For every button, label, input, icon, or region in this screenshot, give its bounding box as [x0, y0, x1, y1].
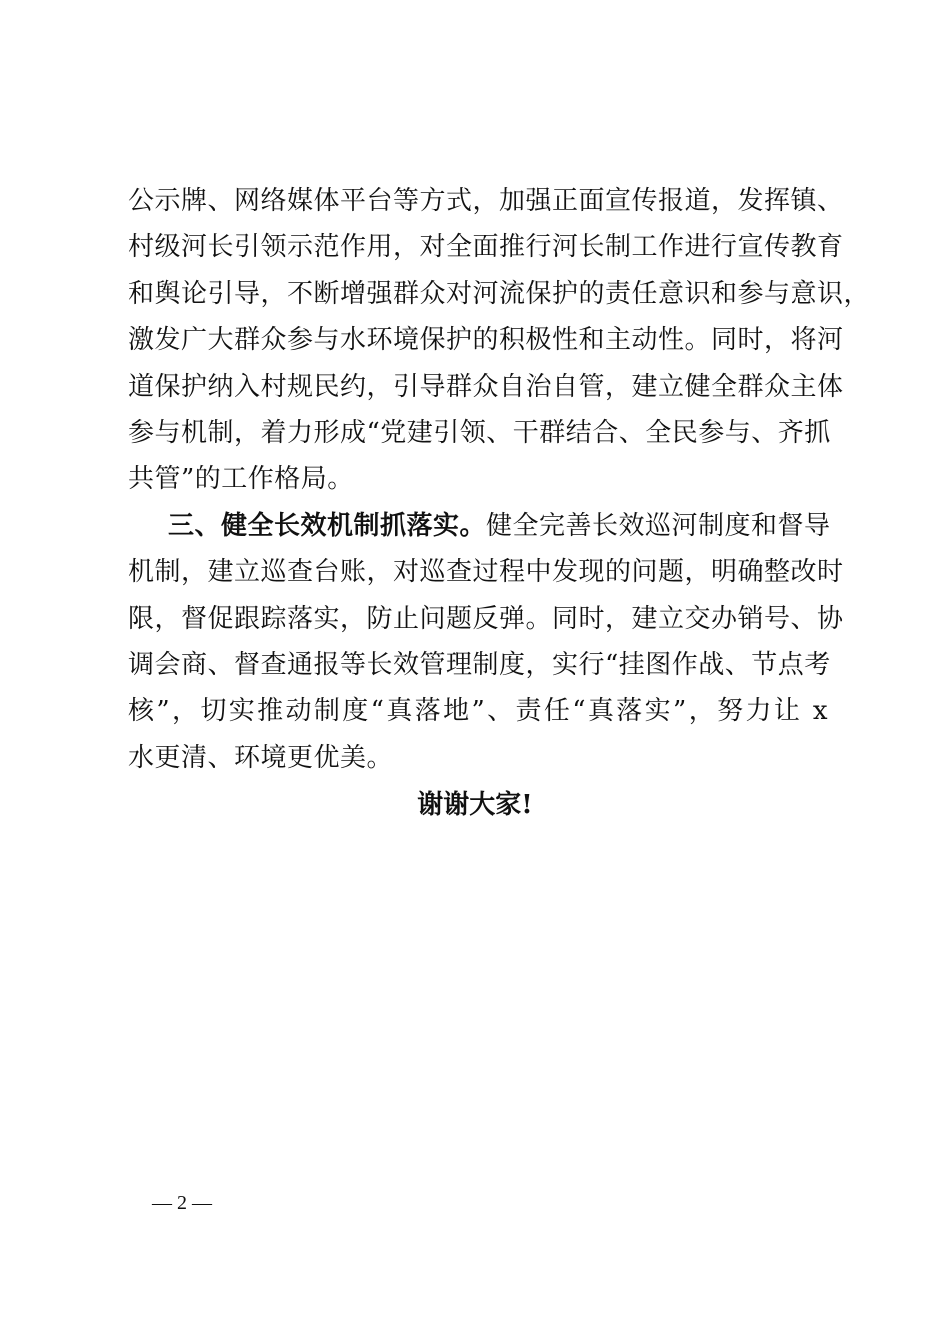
- closing-remark: 谢谢大家!: [417, 790, 533, 820]
- paragraph-line: 机制，建立巡查台账，对巡查过程中发现的问题，明确整改时: [128, 557, 844, 588]
- paragraph-line: 村级河长引领示范作用，对全面推行河长制工作进行宣传教育: [128, 232, 844, 263]
- paragraph-line: 激发广大群众参与水环境保护的积极性和主动性。同时，将河: [128, 325, 844, 356]
- paragraph-line: 参与机制，着力形成“党建引领、干群结合、全民参与、齐抓: [128, 417, 831, 448]
- paragraph-line: 限，督促跟踪落实，防止问题反弹。同时，建立交办销号、协: [128, 603, 844, 634]
- paragraph-line: 水更清、环境更优美。: [128, 742, 394, 773]
- paragraph-line: 核”，切实推动制度“真落地”、责任“真落实”，努力让 x: [128, 696, 828, 727]
- paragraph-text: 健全完善长效巡河制度和督导: [486, 510, 831, 541]
- paragraph-first-line: [128, 503, 831, 549]
- paragraph-line: 和舆论引导，不断增强群众对河流保护的责任意识和参与意识，: [128, 278, 871, 309]
- paragraph-2: [128, 503, 844, 781]
- paragraph-line: 公示牌、网络媒体平台等方式，加强正面宣传报道，发挥镇、: [128, 186, 844, 216]
- section-heading: 三、健全长效机制抓落实。: [168, 510, 487, 541]
- body-text: [128, 178, 871, 781]
- paragraph-line: 共管”的工作格局。: [128, 464, 354, 495]
- paragraph-1: [128, 178, 871, 503]
- paragraph-line: 道保护纳入村规民约，引导群众自治自管，建立健全群众主体: [128, 371, 844, 402]
- paragraph-line: 调会商、督查通报等长效管理制度，实行“挂图作战、节点考: [128, 649, 831, 680]
- page-number: — 2 —: [152, 1192, 212, 1214]
